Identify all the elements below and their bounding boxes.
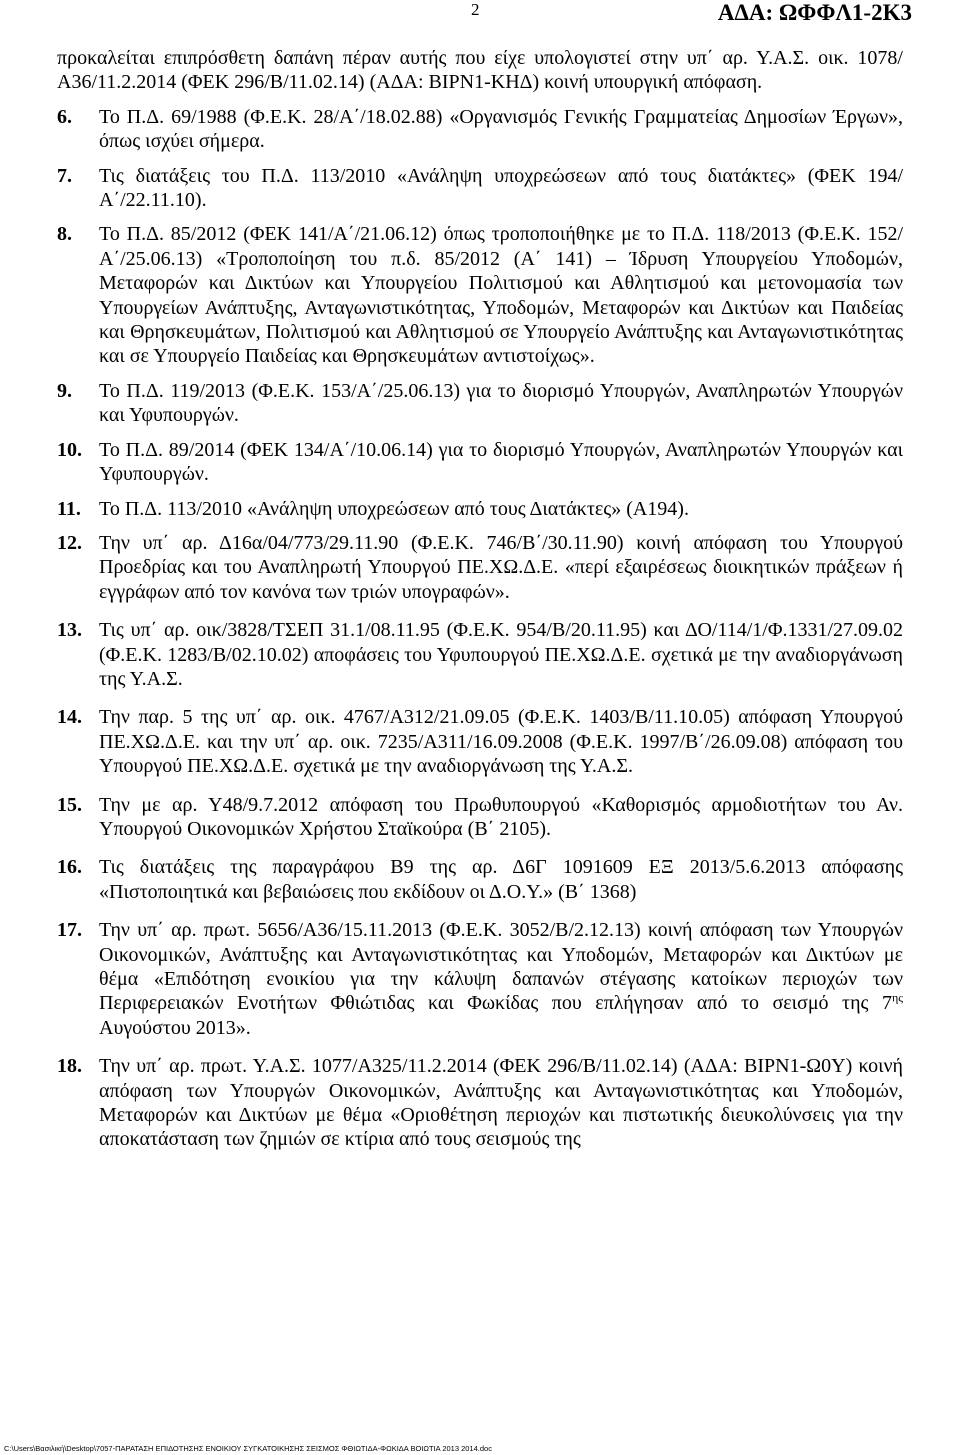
list-item [57, 105, 903, 154]
item-text: Το Π.Δ. 69/1988 (Φ.Ε.Κ. 28/Α΄/18.02.88) «Οργανισμός Γενικής Γραμματείας Δημοσίων Έργων», όπως ισχύει σήμερα. [99, 105, 903, 153]
footer-file-path: C:\Users\Βασιλική\Desktop\7057-ΠΑΡΑΤΑΣΗ ΕΠΙΔΟΤΗΣΗΣ ΕΝΟΙΚΙΟΥ ΣΥΓΚΑΤΟΙΚΗΣΗΣ ΣΕΙΣΜΟΣ ΦΘΙΩΤΙΔΑ-ΦΩΚΙΔΑ ΒΟΙΩΤΙΑ 2013 2014.doc [4, 1444, 492, 1453]
list-item [57, 705, 903, 778]
list-item [57, 918, 903, 1040]
list-item [57, 531, 903, 604]
item-number: 15. [57, 793, 82, 816]
item-text: Το Π.Δ. 89/2014 (ΦΕΚ 134/Α΄/10.06.14) για το διορισμό Υπουργών, Αναπληρωτών Υπουργών και Υφυπουργών. [99, 438, 903, 486]
item-text: Την υπ΄ αρ. Δ16α/04/773/29.11.90 (Φ.Ε.Κ. 746/Β΄/30.11.90) κοινή απόφαση του Υπουργού Προεδρίας και του Αναπληρωτή Υπουργού ΠΕ.ΧΩ.Δ.Ε. «περί εξαιρέσεως διοικητικών πράξεων ή εγγράφων από τον κανόνα των τριών υπογραφών». [99, 531, 903, 603]
item-number: 14. [57, 706, 82, 729]
item-text: Το Π.Δ. 119/2013 (Φ.Ε.Κ. 153/Α΄/25.06.13) για το διορισμό Υπουργών, Αναπληρωτών Υπουργών και Υφυπουργών. [99, 379, 903, 427]
item-text: Το Π.Δ. 85/2012 (ΦΕΚ 141/Α΄/21.06.12) όπως τροποποιήθηκε με το Π.Δ. 118/2013 (Φ.Ε.Κ. 152/Α΄/25.06.13) «Τροποποίηση του π.δ. 85/2012 (Α΄ 141) – Ίδρυση Υπουργείου Υποδομών, Μεταφορών και Δικτύων και Υπουργείου Πολιτισμού και Αθλητισμού και μετονομασία των Υπουργείων Ανάπτυξης, Ανταγωνιστικότητας, Υποδομών, Μεταφορών και Δικτύων και Παιδείας και Θρησκευμάτων, Πολιτισμού και Αθλητισμού σε Υπουργείο Ανάπτυξης και Ανταγωνιστικότητας και σε Υπουργείο Παιδείας και Θρησκευμάτων αντιστοίχως». [99, 223, 903, 368]
item-text: Το Π.Δ. 113/2010 «Ανάληψη υποχρεώσεων από τους Διατάκτες» (Α194). [99, 497, 689, 520]
item-text: Τις υπ΄ αρ. οικ/3828/ΤΣΕΠ 31.1/08.11.95 (Φ.Ε.Κ. 954/Β/20.11.95) και ΔΟ/114/1/Φ.1331/27.09.02 (Φ.Ε.Κ. 1283/Β/02.10.02) αποφάσεις του Υφυπουργού ΠΕ.ΧΩ.Δ.Ε. σχετικά με την αναδιοργάνωση της Υ.Α.Σ. [99, 619, 903, 690]
item-text-tail: Αυγούστου 2013». [99, 1016, 251, 1039]
item-number: 11. [57, 497, 81, 520]
item-number: 18. [57, 1055, 82, 1078]
page-number: 2 [471, 0, 480, 19]
item-number: 16. [57, 856, 82, 879]
list-item [57, 379, 903, 428]
item-number: 9. [57, 379, 72, 402]
list-item [57, 1054, 903, 1152]
list-item [57, 222, 903, 368]
item-number: 13. [57, 619, 82, 642]
item-text [99, 918, 903, 1040]
item-text: Την υπ΄ αρ. πρωτ. Υ.Α.Σ. 1077/Α325/11.2.2014 (ΦΕΚ 296/Β/11.02.14) (ΑΔΑ: ΒΙΡΝ1-Ω0Υ) κοινή απόφαση των Υπουργών Οικονομικών, Ανάπτυξης και Ανταγωνιστικότητας και Υποδομών, Μεταφορών και Δικτύων με θέμα «Οριοθέτηση περιοχών και πιστωτικής διευκολύνσεις για την αποκατάσταση των ζημιών σε κτίρια από τους σεισμούς της [99, 1055, 903, 1151]
item-text: Την παρ. 5 της υπ΄ αρ. οικ. 4767/Α312/21.09.05 (Φ.Ε.Κ. 1403/Β/11.10.05) απόφαση Υπουργού ΠΕ.ΧΩ.Δ.Ε. και την υπ΄ αρ. οικ. 7235/Α311/16.09.2008 (Φ.Ε.Κ. 1997/Β΄/26.09.08) απόφαση του Υπουργού ΠΕ.ΧΩ.Δ.Ε. σχετικά με την αναδιοργάνωση της Υ.Α.Σ. [99, 706, 903, 778]
item-number: 8. [57, 223, 72, 246]
list-item [57, 618, 903, 691]
ordinal-superscript: ης [891, 990, 903, 1005]
item-text: Τις διατάξεις της παραγράφου Β9 της αρ. Δ6Γ 1091609 ΕΞ 2013/5.6.2013 απόφασης «Πιστοποιητικά και βεβαιώσεις που εκδίδουν οι Δ.Ο.Υ.» (Β΄ 1368) [99, 856, 903, 903]
document-body [57, 46, 903, 1152]
item-number: 10. [57, 438, 82, 461]
item-number: 17. [57, 919, 82, 942]
list-item [57, 438, 903, 487]
list-item [57, 793, 903, 842]
item-number: 12. [57, 531, 82, 554]
intro-paragraph: προκαλείται επιπρόσθετη δαπάνη πέραν αυτής που είχε υπολογιστεί στην υπ΄ αρ. Υ.Α.Σ. οικ. 1078/Α36/11.2.2014 (ΦΕΚ 296/Β/11.02.14) (ΑΔΑ: ΒΙΡΝ1-ΚΗΔ) κοινή υπουργική απόφαση. [57, 47, 903, 94]
list-item [57, 497, 903, 521]
item-number: 6. [57, 105, 72, 128]
item-text-main: Την υπ΄ αρ. πρωτ. 5656/Α36/15.11.2013 (Φ.Ε.Κ. 3052/Β/2.12.13) κοινή απόφαση των Υπουργών Οικονομικών, Ανάπτυξης και Ανταγωνιστικότητας και Υποδομών, Μεταφορών και Δικτύων με θέμα «Επιδότηση ενοικίου για την κάλυψη δαπανών στέγασης κατοίκων περιοχών των Περιφερειακών Ενοτήτων Φθιώτιδας και Φωκίδας που επλήγησαν από το σεισμό της 7 [99, 919, 903, 1015]
item-text: Τις διατάξεις του Π.Δ. 113/2010 «Ανάληψη υποχρεώσεων από τους διατάκτες» (ΦΕΚ 194/Α΄/22.11.10). [99, 164, 903, 212]
item-number: 7. [57, 164, 72, 187]
ada-code: ΑΔΑ: ΩΦΦΛ1-2Κ3 [717, 0, 912, 25]
item-text: Την με αρ. Υ48/9.7.2012 απόφαση του Πρωθυπουργού «Καθορισμός αρμοδιοτήτων του Αν. Υπουργού Οικονομικών Χρήστου Σταϊκούρα (Β΄ 2105). [99, 793, 903, 840]
list-item [57, 164, 903, 213]
list-item [57, 855, 903, 904]
